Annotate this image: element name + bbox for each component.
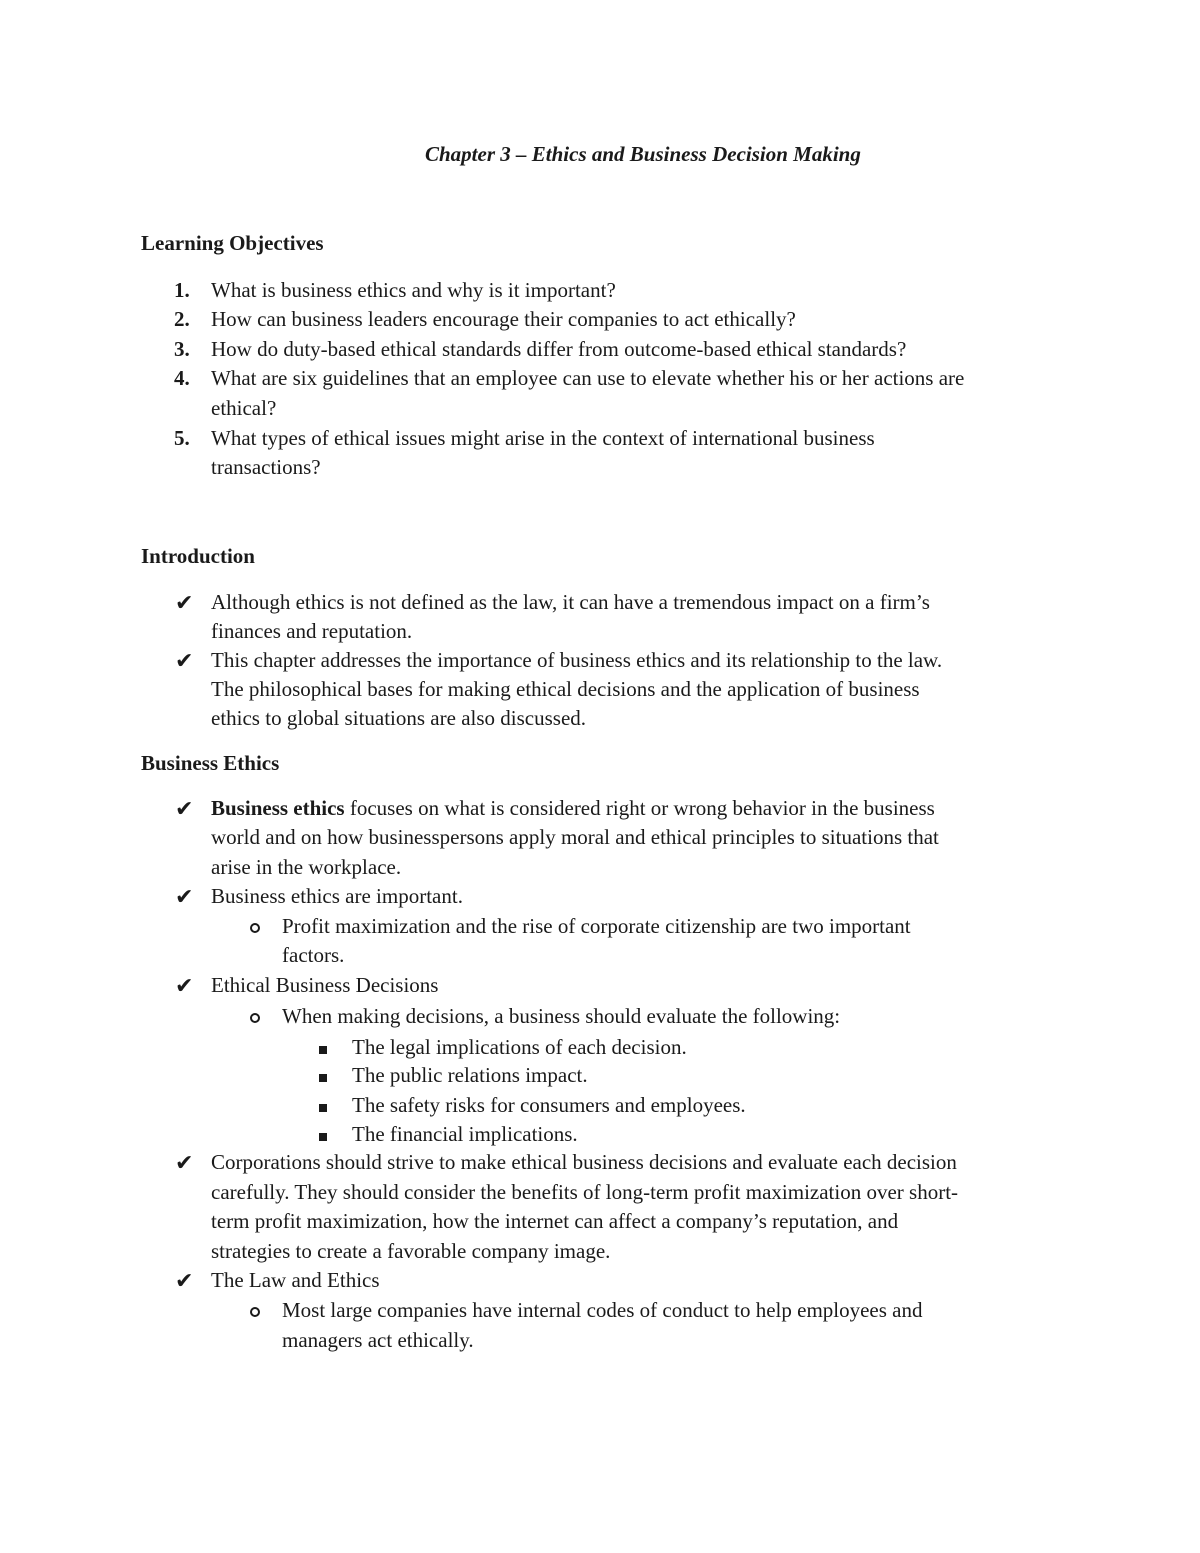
- business-ethics-definition: [211, 794, 935, 824]
- sub-item-text: Profit maximization and the rise of corporate citizenship are two important: [282, 914, 911, 938]
- business-ethics-item: Corporations should strive to make ethical business decisions and evaluate each decision: [211, 1150, 957, 1174]
- business-ethics-heading: Business Ethics: [141, 751, 280, 775]
- evaluation-item: The financial implications.: [352, 1122, 578, 1146]
- checkmark-icon: ✔: [175, 796, 194, 821]
- evaluation-item: The safety risks for consumers and employees.: [352, 1093, 746, 1117]
- business-ethics-item: Ethical Business Decisions: [211, 973, 439, 997]
- introduction-text: ethics to global situations are also discussed.: [211, 706, 587, 730]
- checkmark-icon: ✔: [175, 648, 194, 673]
- objective-text: What types of ethical issues might arise in the context of international business: [211, 426, 875, 450]
- business-ethics-item: carefully. They should consider the benefits of long-term profit maximization over short-: [211, 1180, 959, 1204]
- introduction-heading: Introduction: [141, 544, 255, 568]
- objective-number: 2.: [174, 307, 190, 331]
- definition-text: arise in the workplace.: [211, 855, 402, 879]
- evaluation-item: The legal implications of each decision.: [352, 1035, 687, 1059]
- business-ethics-item: The Law and Ethics: [211, 1268, 380, 1292]
- objective-text: ethical?: [211, 396, 277, 420]
- checkmark-icon: ✔: [175, 590, 194, 615]
- objective-number: 3.: [174, 337, 190, 361]
- circle-bullet-icon: [250, 1296, 260, 1326]
- objective-number: 4.: [174, 366, 190, 390]
- evaluation-item: The public relations impact.: [352, 1063, 588, 1087]
- checkmark-icon: ✔: [175, 1150, 194, 1175]
- introduction-text: The philosophical bases for making ethical decisions and the application of business: [211, 677, 920, 701]
- business-ethics-item: term profit maximization, how the internet can affect a company’s reputation, and: [211, 1209, 899, 1233]
- checkmark-icon: ✔: [175, 1268, 194, 1293]
- checkmark-icon: ✔: [175, 973, 194, 998]
- square-bullet-icon: [319, 1033, 327, 1063]
- introduction-text: Although ethics is not defined as the law, it can have a tremendous impact on a firm’s: [211, 590, 930, 614]
- introduction-text: This chapter addresses the importance of business ethics and its relationship to the law.: [211, 648, 943, 672]
- objective-text: How can business leaders encourage their companies to act ethically?: [211, 307, 796, 331]
- checkmark-icon: ✔: [175, 884, 194, 909]
- square-bullet-icon: [319, 1091, 327, 1121]
- sub-item-text: managers act ethically.: [282, 1328, 474, 1352]
- introduction-text: finances and reputation.: [211, 619, 413, 643]
- objective-number: 5.: [174, 426, 190, 450]
- circle-bullet-icon: [250, 912, 260, 942]
- objective-text: transactions?: [211, 455, 321, 479]
- definition-text: focuses on what is considered right or wrong behavior in the business: [344, 796, 935, 820]
- circle-bullet-icon: [250, 1002, 260, 1032]
- sub-item-text: Most large companies have internal codes of conduct to help employees and: [282, 1298, 923, 1322]
- objective-text: What is business ethics and why is it important?: [211, 278, 616, 302]
- objective-text: What are six guidelines that an employee can use to elevate whether his or her actions are: [211, 366, 965, 390]
- business-ethics-item: strategies to create a favorable company image.: [211, 1239, 611, 1263]
- definition-text: world and on how businesspersons apply moral and ethical principles to situations that: [211, 825, 939, 849]
- defined-term: Business ethics: [211, 796, 345, 820]
- learning-objectives-heading: Learning Objectives: [141, 231, 324, 255]
- square-bullet-icon: [319, 1120, 327, 1150]
- chapter-title: Chapter 3 – Ethics and Business Decision Making: [425, 142, 861, 166]
- square-bullet-icon: [319, 1061, 327, 1091]
- objective-text: How do duty-based ethical standards differ from outcome-based ethical standards?: [211, 337, 907, 361]
- objective-number: 1.: [174, 278, 190, 302]
- business-ethics-item: Business ethics are important.: [211, 884, 463, 908]
- sub-item-text: When making decisions, a business should evaluate the following:: [282, 1004, 841, 1028]
- sub-item-text: factors.: [282, 943, 345, 967]
